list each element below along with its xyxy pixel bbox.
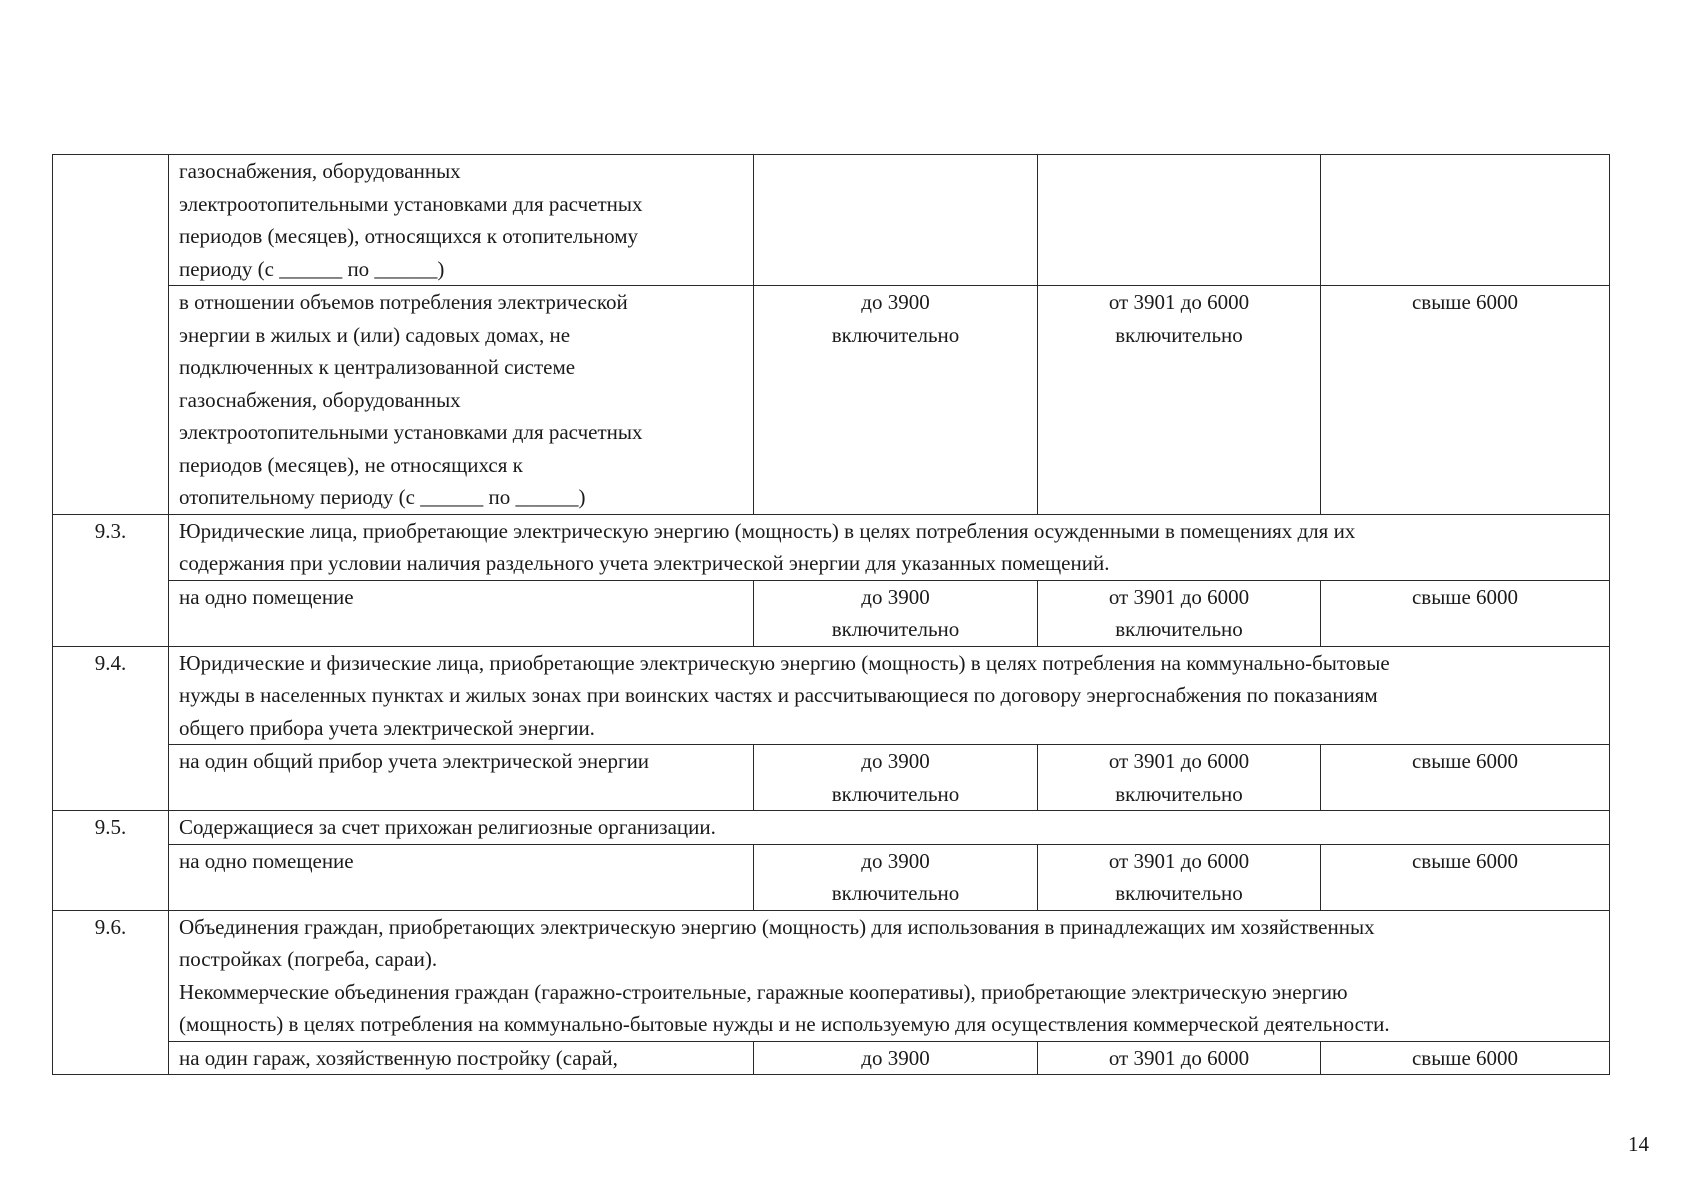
unit-cell: на одно помещение [169,580,754,646]
section-number: 9.6. [53,910,169,1075]
unit-cell: на одно помещение [169,844,754,910]
range1-cell: до 3900 включительно [754,286,1038,515]
range1-cell: до 3900 [754,1041,1038,1075]
unit-cell: на один общий прибор учета электрической энергии [169,745,754,811]
table-row [53,745,1610,811]
range3-cell: свыше 6000 [1321,286,1610,515]
section-title-row [53,910,1610,1041]
table-row [53,1041,1610,1075]
tariff-table [52,154,1610,1075]
range1-cell: до 3900 включительно [754,844,1038,910]
table-row [53,844,1610,910]
range2-cell: от 3901 до 6000 включительно [1038,745,1321,811]
table-row [53,155,1610,286]
section-title-row [53,646,1610,745]
continuation-text-cell: газоснабжения, оборудованных электроотопительными установками для расчетных периодов (месяцев), относящихся к отопительному периоду (с ______ по ______) [169,155,754,286]
section-title: Содержащиеся за счет прихожан религиозные организации. [169,811,1610,845]
non-heating-text-cell: в отношении объемов потребления электрической энергии в жилых и (или) садовых домах, не подключенных к централизованной системе газоснабжения, оборудованных электроотопительными установками для расчетных периодов (месяцев), не относящихся к отопительному периоду (с ______ по ______) [169,286,754,515]
range2-cell: от 3901 до 6000 включительно [1038,286,1321,515]
unit-cell: на один гараж, хозяйственную постройку (сарай, [169,1041,754,1075]
number-cell-empty [53,155,169,515]
range3-cell: свыше 6000 [1321,580,1610,646]
section-title-row [53,514,1610,580]
range1-cell: до 3900 включительно [754,580,1038,646]
section-number: 9.4. [53,646,169,811]
section-title: Объединения граждан, приобретающих электрическую энергию (мощность) для использования в принадлежащих им хозяйственных постройках (погреба, сараи). Некоммерческие объединения граждан (гаражно-строительные, гаражные кооперативы), приобретающие электрическую энергию (мощность) в целях потребления на коммунально-бытовые нужды и не используемую для осуществления коммерческой деятельности. [169,910,1610,1041]
range3-cell: свыше 6000 [1321,844,1610,910]
table-row [53,286,1610,515]
range1-cell [754,155,1038,286]
range3-cell: свыше 6000 [1321,1041,1610,1075]
page-number: 14 [1628,1132,1649,1156]
range3-cell [1321,155,1610,286]
table-row [53,580,1610,646]
section-number: 9.3. [53,514,169,646]
range2-cell: от 3901 до 6000 включительно [1038,844,1321,910]
section-title: Юридические лица, приобретающие электрическую энергию (мощность) в целях потребления осужденными в помещениях для их содержания при условии наличия раздельного учета электрической энергии для указанных помещений. [169,514,1610,580]
section-title-row [53,811,1610,845]
section-number: 9.5. [53,811,169,911]
range2-cell [1038,155,1321,286]
range2-cell: от 3901 до 6000 [1038,1041,1321,1075]
section-title: Юридические и физические лица, приобретающие электрическую энергию (мощность) в целях потребления на коммунально-бытовые нужды в населенных пунктах и жилых зонах при воинских частях и рассчитывающиеся по договору энергоснабжения по показаниям общего прибора учета электрической энергии. [169,646,1610,745]
range1-cell: до 3900 включительно [754,745,1038,811]
range2-cell: от 3901 до 6000 включительно [1038,580,1321,646]
range3-cell: свыше 6000 [1321,745,1610,811]
